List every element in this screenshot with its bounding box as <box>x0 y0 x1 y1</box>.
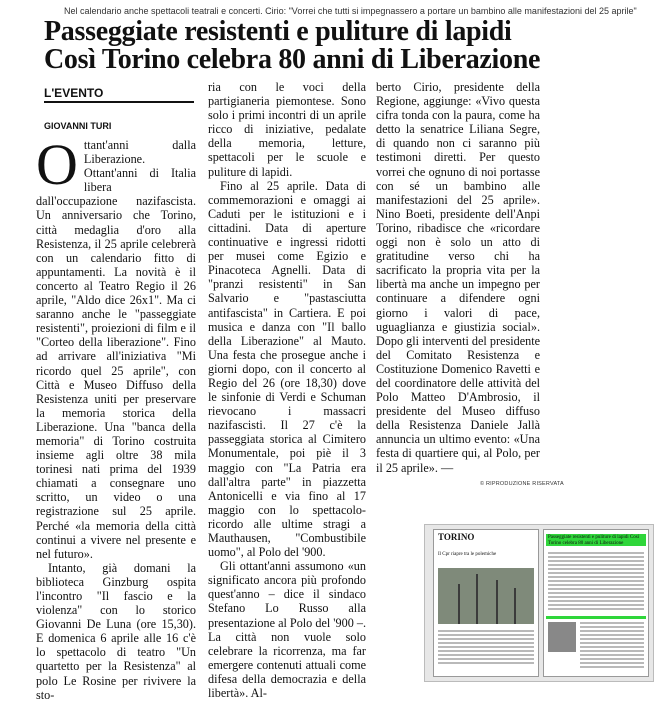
byline: GIOVANNI TURI <box>44 121 112 131</box>
paragraph: Fino al 25 aprile. Data di commemorazioni e omaggi ai Caduti per le istituzioni e i cittadini. Data di aperture continuative e ingressi ridotti per musei come Egizio e Pinacoteca Agnelli. Data di "pranzi resistenti" in San Salvario e "pastasciutta antifascista" in Cartiera. E poi musica e danza con "Il ballo della Liberazione" al Mauto. Una festa che prosegue anche i giorni dopo, con il concerto al Regio del 26 (ore 18,30) dove le sinfonie di Verdi e Schuman rievocano i massacri nazifascisti. Il 27 c'è la passeggiata storica al Cimitero Monumentale, poi piè il 3 maggio con "La Patria era dall'altra parte" in piazzetta Antonicelli e via fino al 17 maggio con lo spettacolo-ricordo alle ultime stragi a Mauthausen, "Combustibile uomo", al Polo del '900. <box>208 178 366 560</box>
column-3 <box>376 80 540 475</box>
paragraph: ria con le voci della partigianeria piemontese. Sono solo i primi incontri di un aprile ricco di iniziative, pedalate della memoria, letture, spettacoli per le scuole e puliture di lapidi. <box>208 80 366 179</box>
section-label: L'EVENTO <box>44 86 104 100</box>
paragraph: Gli ottant'anni assumono «un significato ancora più profondo quest'anno – dice il sindaco Stefano Lo Russo alla presentazione al Polo del '900 –. La città non vuole solo celebrare la ricorrenza, ma far emergere contenuti attuali come difesa della democrazia e della libertà». Al- <box>208 559 366 701</box>
paragraph: berto Cirio, presidente della Regione, aggiunge: «Vivo questa cifra tonda con la paura, come ha detto la senatrice Liliana Segre, di quando non ci saranno più testimoni diretti. Per questo vorrei che ognuno di noi portasse con sé un bambino alle manifestazioni del 25 aprile». Nino Boeti, presidente dell'Anpi Torino, ribadisce che «ricordare oggi non è solo un atto di gratitudine verso chi ha sacrificato la propria vita per la libertà ma anche un impegno per continuare a difendere ogni giorno i valori di pace, uguaglianza e giustizia social». Dopo gli interventi del presidente del Comitato Resistenza e Costituzione Domenico Ravetti e del coordinatore delle attività del Polo Matteo D'Ambrosio, il presidente del Museo diffuso della Resistenza Daniele Jallà annuncia un ultimo evento: «Una festa di quartiere qui, al Polo, per il 25 aprile». — <box>376 80 540 475</box>
thumbnail-photo <box>438 568 534 624</box>
thumbnail-masthead: TORINO <box>438 532 475 542</box>
headline-line-2: Così Torino celebra 80 anni di Liberazione <box>44 44 541 75</box>
column-1 <box>36 132 196 702</box>
thumbnail-page-left[interactable] <box>433 529 539 677</box>
thumbnail-headline: Il Cpr riapre tra le polemiche <box>438 552 497 557</box>
paragraph <box>36 132 196 561</box>
page-thumbnails <box>424 524 654 682</box>
thumbnail-text-lines <box>580 622 644 670</box>
paragraph: Intanto, già domani la biblioteca Ginzburg ospita l'incontro "Il fascio e la violenza" con lo storico Giovanni De Luna (ore 15,30). E domenica 6 aprile alle 16 c'è lo spettacolo di teatro "Un quartetto per la Resistenza" al polo Le Rosine per rivivere la sto- <box>36 560 196 702</box>
drop-cap: O <box>36 132 78 197</box>
thumbnail-text-lines <box>438 630 534 666</box>
column-2 <box>208 80 366 700</box>
thumbnail-photo <box>548 622 576 652</box>
article-kicker: Nel calendario anche spettacoli teatrali e concerti. Cirio: "Vorrei che tutti si impegnassero a portare un bambino alle manifestazioni del 25 aprile" <box>64 6 637 16</box>
article-headline <box>44 18 644 74</box>
headline-line-1: Passeggiate resistenti e puliture di lapidi <box>44 16 512 47</box>
thumbnail-page-right[interactable] <box>543 529 649 677</box>
thumbnail-text-lines <box>548 552 644 612</box>
thumbnail-highlight-rule <box>546 616 646 619</box>
thumbnail-headline: Passeggiate resistenti e puliture di lapidi Così Torino celebra 80 anni di Liberazione <box>548 535 640 546</box>
section-rule <box>44 101 194 103</box>
copyright-note: © RIPRODUZIONE RISERVATA <box>480 481 564 487</box>
paragraph-text: ttant'anni dalla Liberazione. Ottant'anni di Italia libera dall'occupazione nazifascista. Un anniversario che Torino, città medaglia d'oro alla Resistenza, il 25 aprile celebrerà con un calendario fitto di appuntamenti. La novità è il concerto al Teatro Regio il 26 aprile, "Aldo dice 26x1". Ma ci saranno anche le "passeggiate resistenti", proiezioni di film e il "Corteo della liberazione". Fino ad arrivare all'iniziativa "Mi ricordo quel 25 aprile", con Città e Museo Diffuso della Resistenza uniti per preservare la memoria storica della Liberazione. Una "banca della memoria" di Torino costruita insieme agli oltre 38 mila torinesi nati prima del 1939 chiamati a consegnare uno scritto, un video o una registrazione sul 25 aprile. Perché «la memoria della città continui a vivere nel presente e nel futuro». <box>36 138 196 561</box>
